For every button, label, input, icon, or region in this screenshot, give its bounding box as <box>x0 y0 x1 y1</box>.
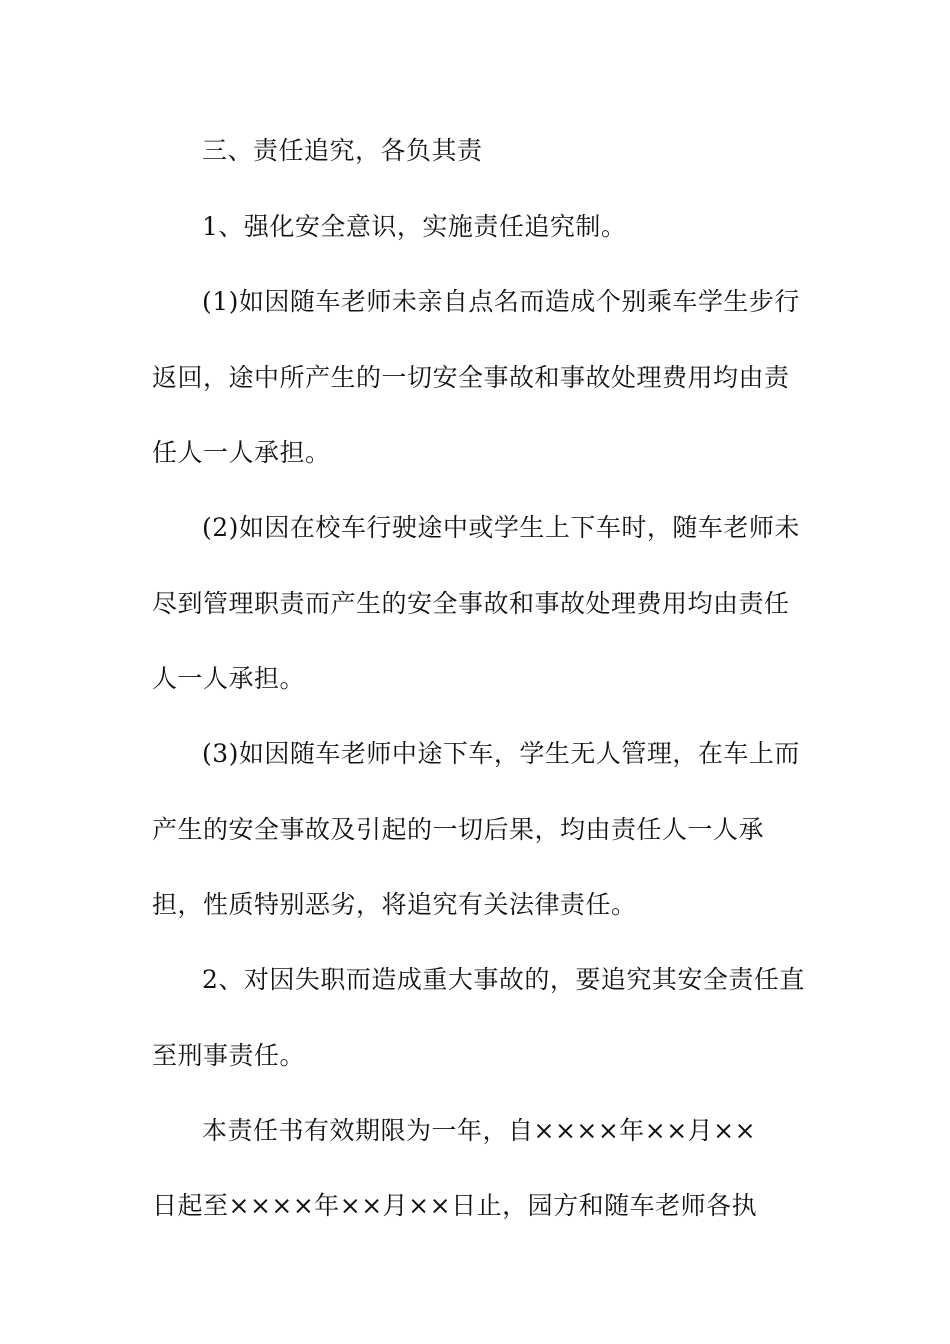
paragraph-line: 返回，途中所产生的一切安全事故和事故处理费用均由责 <box>152 363 790 392</box>
section-heading: 三、责任追究，各负其责 <box>202 136 483 165</box>
paragraph-line: 日起至××××年××月××日止，园方和随车老师各执 <box>152 1191 758 1220</box>
paragraph-line: 产生的安全事故及引起的一切后果，均由责任人一人承 <box>152 815 765 844</box>
paragraph-line: 尽到管理职责而产生的安全事故和事故处理费用均由责任 <box>152 589 790 618</box>
paragraph-line: 至刑事责任。 <box>152 1041 306 1070</box>
paragraph-line: (2)如因在校车行驶途中或学生上下车时，随车老师未 <box>202 513 800 542</box>
paragraph-line: 人一人承担。 <box>152 664 306 693</box>
paragraph-line: 本责任书有效期限为一年，自××××年××月×× <box>202 1116 757 1145</box>
paragraph-line: 1、强化安全意识，实施责任追究制。 <box>202 212 627 241</box>
paragraph-line: (1)如因随车老师未亲自点名而造成个别乘车学生步行 <box>202 287 800 316</box>
paragraph-line: 2、对因失职而造成重大事故的，要追究其安全责任直 <box>202 965 805 994</box>
paragraph-line: 担，性质特别恶劣，将追究有关法律责任。 <box>152 890 637 919</box>
paragraph-line: 任人一人承担。 <box>152 438 331 467</box>
paragraph-line: (3)如因随车老师中途下车，学生无人管理，在车上而 <box>202 739 800 768</box>
